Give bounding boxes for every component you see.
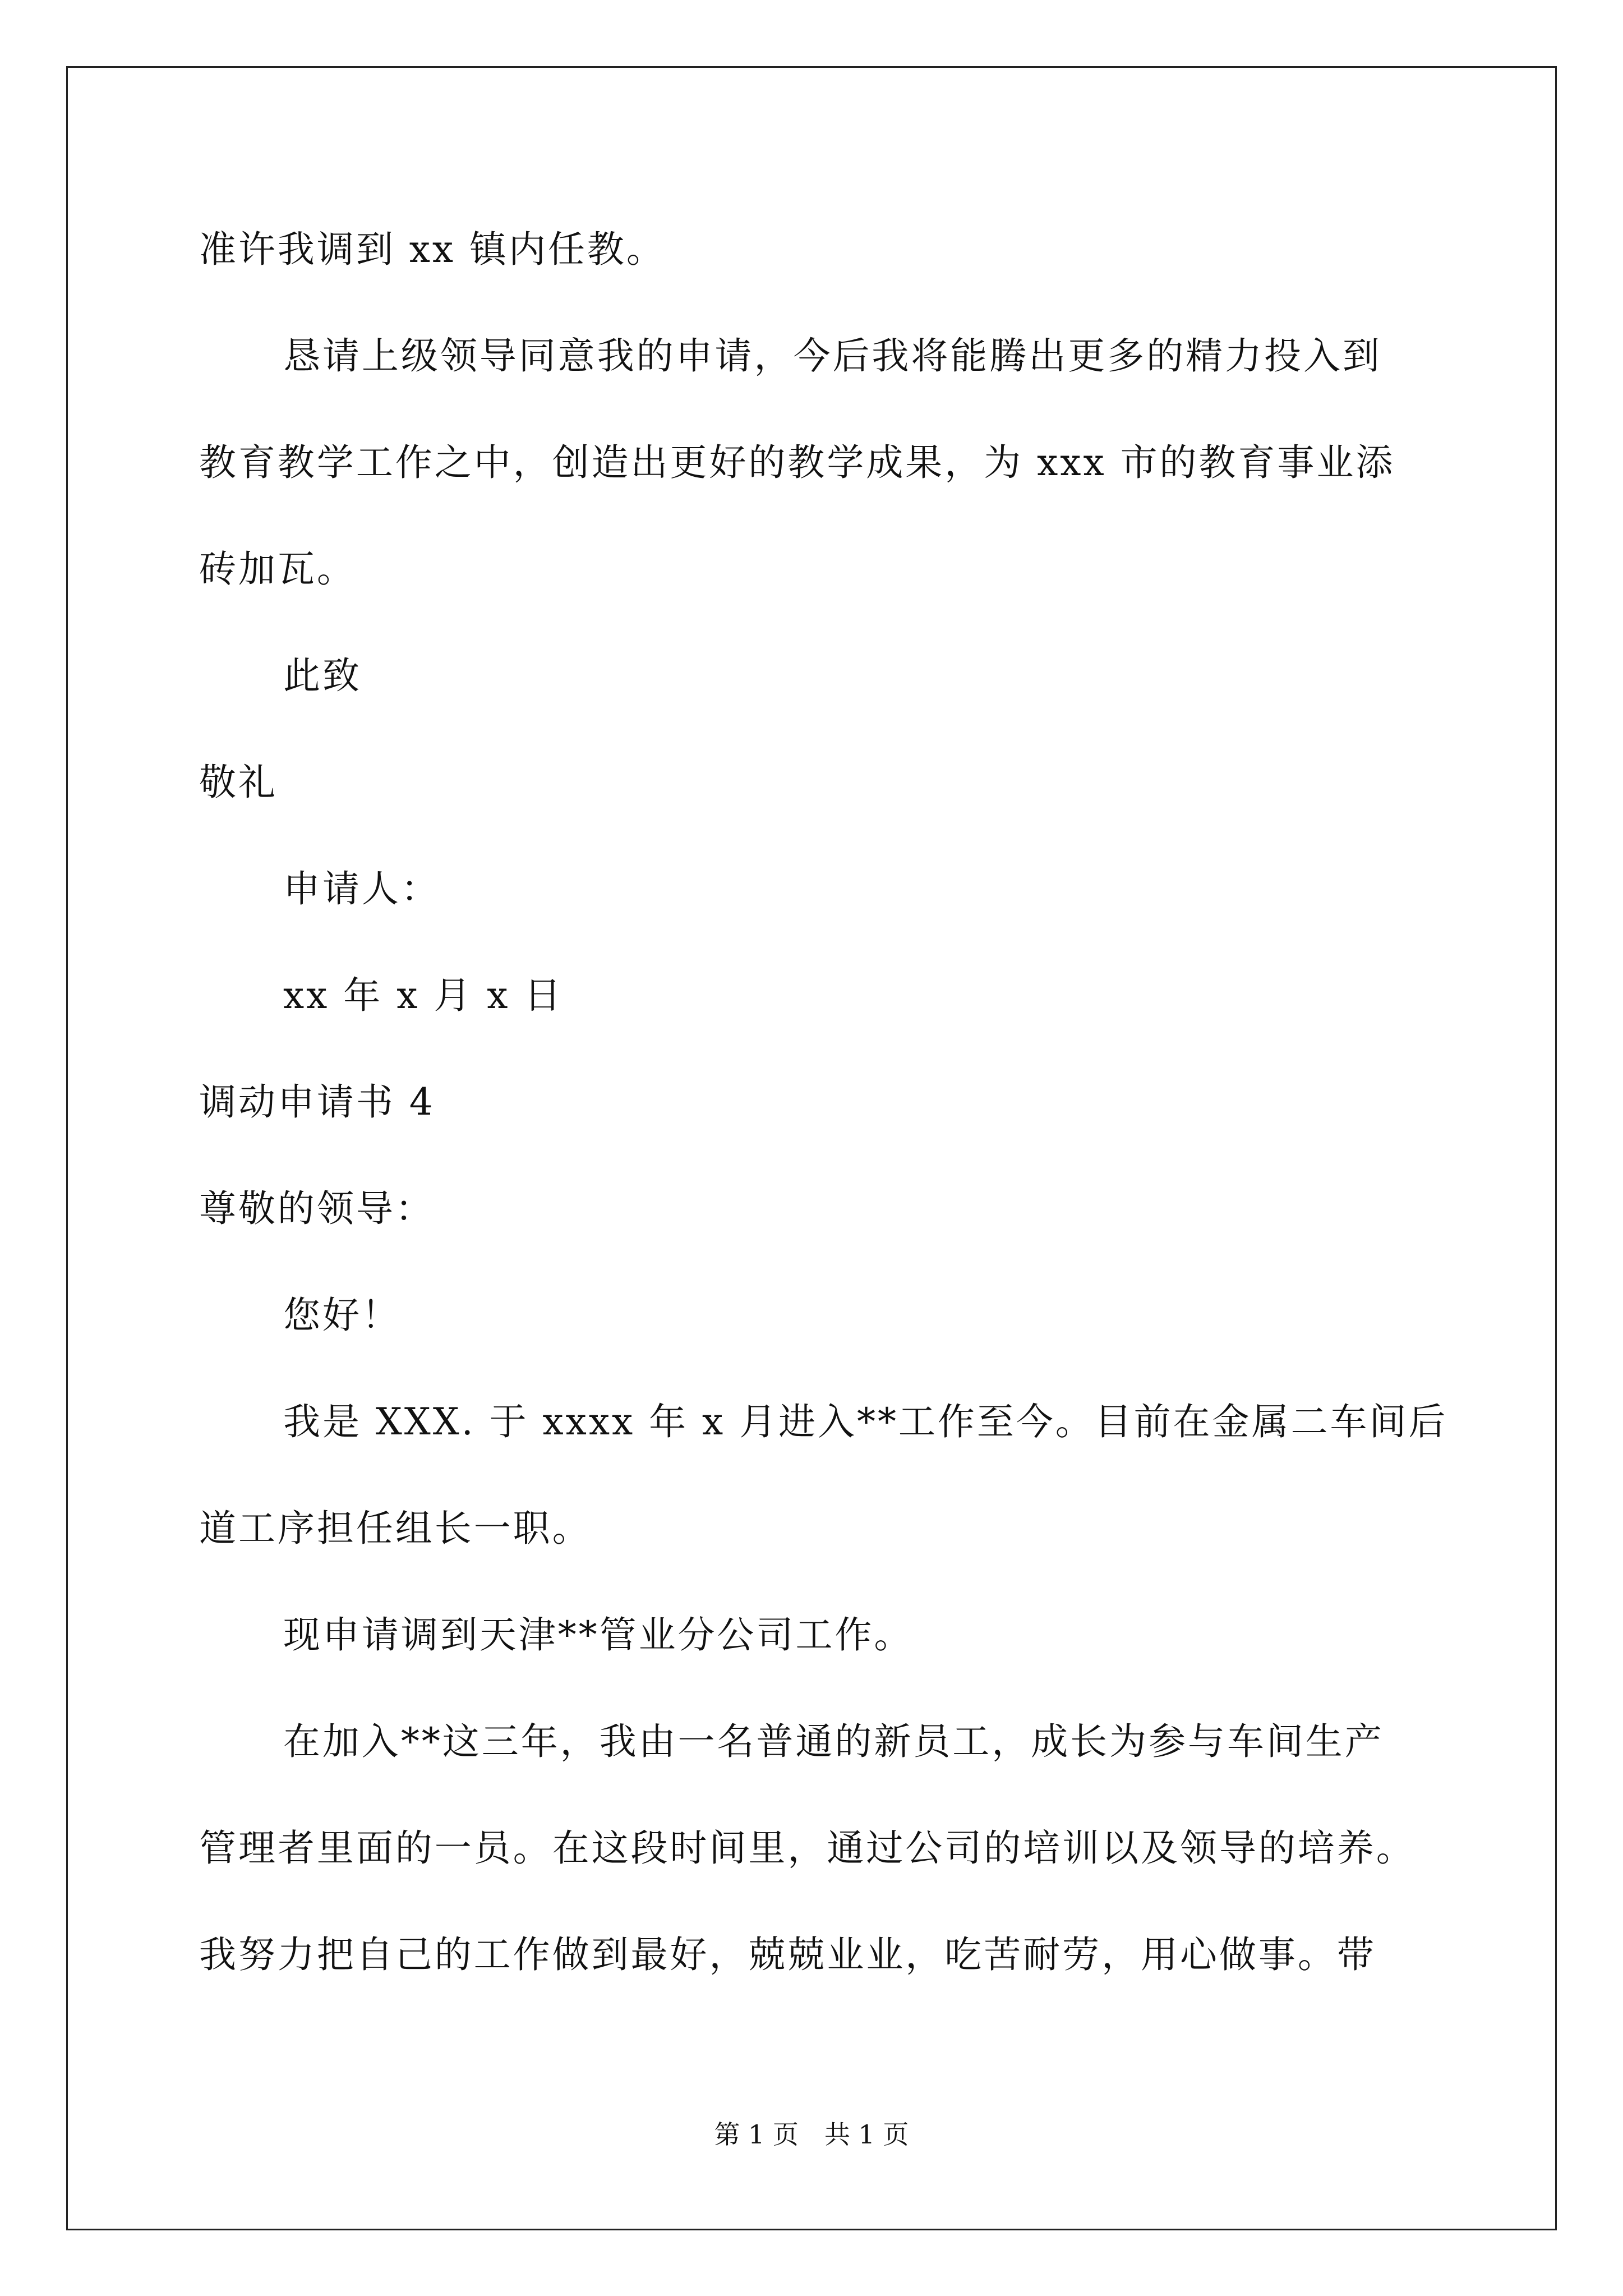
greeting-line: 尊敬的领导： xyxy=(199,1187,435,1230)
text-line: 道工序担任组长一职。 xyxy=(199,1507,592,1550)
date-line: xx 年 x 月 x 日 xyxy=(283,974,564,1017)
greeting-hello: 您好！ xyxy=(283,1294,401,1337)
page-number-footer: 第 1 页 共 1 页 xyxy=(714,2119,909,2150)
closing-salutation: 此致 xyxy=(283,654,362,697)
applicant-label: 申请人： xyxy=(283,867,440,910)
text-line: 我是 XXX. 于 xxxx 年 x 月进入**工作至今。目前在金属二车间后 xyxy=(283,1400,1448,1443)
text-line: 在加入**这三年，我由一名普通的新员工，成长为参与车间生产 xyxy=(283,1720,1384,1763)
text-line: 现申请调到天津**管业分公司工作。 xyxy=(283,1613,914,1657)
section-heading: 调动申请书 4 xyxy=(199,1080,435,1124)
closing-regards: 敬礼 xyxy=(199,761,278,804)
text-line: 砖加瓦。 xyxy=(199,547,356,591)
text-line: 我努力把自己的工作做到最好，兢兢业业，吃苦耐劳，用心做事。带 xyxy=(199,1933,1376,1976)
text-line: 管理者里面的一员。在这段时间里，通过公司的培训以及领导的培养。 xyxy=(199,1826,1415,1870)
text-line: 准许我调到 xx 镇内任教。 xyxy=(199,228,666,271)
page-border xyxy=(66,66,1557,2230)
text-line: 教育教学工作之中，创造出更好的教学成果，为 xxx 市的教育事业添 xyxy=(199,441,1395,484)
text-line: 恳请上级领导同意我的申请，今后我将能腾出更多的精力投入到 xyxy=(283,334,1382,378)
